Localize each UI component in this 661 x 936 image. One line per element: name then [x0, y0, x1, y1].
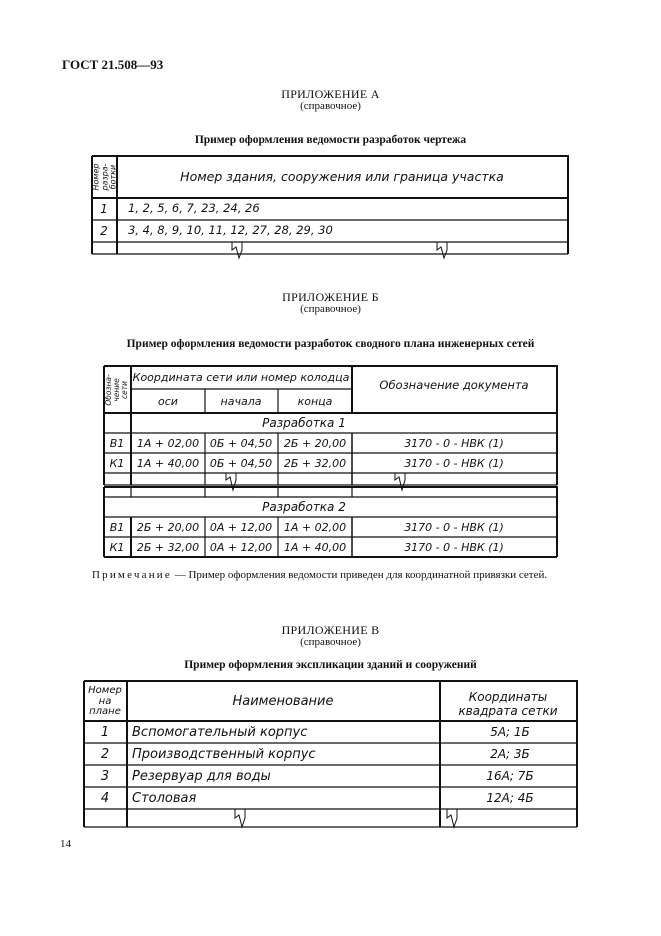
table-b-b2-row1-axis: 2Б + 20,00	[136, 521, 200, 534]
table-v-row3-name: Резервуар для воды	[132, 769, 271, 784]
table-b-b2-row2-document: 3170 - 0 - НВК (1)	[404, 541, 504, 554]
table-a-row2-number: 2	[100, 224, 108, 238]
table-b-header-network: Обозна- чение сети	[104, 374, 129, 406]
table-v-row4-coordinates: 12А; 4Б	[486, 791, 534, 805]
table-b-b1-row1-network: В1	[109, 437, 125, 450]
note-text: — Пример оформления ведомости приведен для координатной привязки сетей.	[171, 569, 548, 581]
table-v-row2-number: 2	[100, 747, 110, 762]
table-b-b1-row2-network: К1	[109, 457, 125, 470]
table-a-row1-number: 1	[100, 202, 108, 216]
table-a-row2-description: 3, 4, 8, 9, 10, 11, 12, 27, 28, 29, 30	[128, 223, 333, 237]
table-a-row1-description: 1, 2, 5, 6, 7, 23, 24, 26	[128, 201, 260, 215]
table-v-row1-number: 1	[100, 725, 110, 740]
table-b-b2-row2-start: 0А + 12,00	[209, 541, 273, 554]
table-b-b1-row1-start: 0Б + 04,50	[209, 437, 273, 450]
table-b-b2-row1-network: В1	[109, 521, 125, 534]
table-v-header-name: Наименование	[232, 694, 334, 709]
page-number: 14	[60, 838, 71, 850]
note-label: Примечание	[92, 569, 172, 581]
table-b-b1-row1-document: 3170 - 0 - НВК (1)	[404, 437, 504, 450]
appendix-b-title: ПРИЛОЖЕНИЕ Б	[282, 290, 379, 304]
appendix-b-subtitle: (справочное)	[300, 303, 361, 315]
table-a-header-description: Номер здания, сооружения или граница участка	[180, 169, 504, 184]
table-v-row4-name: Столовая	[132, 791, 197, 806]
appendix-a-heading: Пример оформления ведомости разработок чертежа	[194, 134, 467, 146]
table-b-b2-row2-end: 1А + 40,00	[283, 541, 347, 554]
table-v-header-number: Номер на плане	[88, 685, 122, 717]
table-v-row3-number: 3	[100, 769, 110, 784]
appendix-v-heading: Пример оформления экспликации зданий и сооружений	[184, 659, 477, 671]
table-b-header-axis: оси	[158, 395, 178, 408]
table-v-row4-number: 4	[100, 791, 110, 806]
table-b-b1-row2-document: 3170 - 0 - НВК (1)	[404, 457, 504, 470]
table-b-b2-row2-axis: 2Б + 32,00	[136, 541, 200, 554]
table-v-header-coordinates: Координаты квадрата сетки	[458, 690, 558, 718]
table-v-row3-coordinates: 16А; 7Б	[486, 769, 534, 783]
table-v-row2-coordinates: 2А; 3Б	[490, 747, 530, 761]
table-b-header-coordinate-group: Координата сети или номер колодца	[132, 371, 350, 384]
table-b-b2-row1-start: 0А + 12,00	[209, 521, 273, 534]
table-a-header-number: Номер разра- ботки	[91, 163, 118, 191]
table-b-b1-row1-axis: 1А + 02,00	[136, 437, 200, 450]
table-b-block2-label: Разработка 2	[262, 500, 346, 514]
table-b-b2-row2-network: К1	[109, 541, 125, 554]
table-v-row1-coordinates: 5А; 1Б	[490, 725, 530, 739]
appendix-a-title: ПРИЛОЖЕНИЕ А	[281, 87, 380, 101]
table-b-header-start: начала	[220, 395, 262, 408]
appendix-b-heading: Пример оформления ведомости разработок сводного плана инженерных сетей	[126, 338, 535, 350]
table-b-b1-row2-end: 2Б + 32,00	[283, 457, 347, 470]
appendix-a-subtitle: (справочное)	[300, 100, 361, 112]
table-b-header-end: конца	[297, 395, 333, 408]
appendix-v-subtitle: (справочное)	[300, 636, 361, 648]
table-b-b2-row1-document: 3170 - 0 - НВК (1)	[404, 521, 504, 534]
table-b-block1-label: Разработка 1	[262, 416, 346, 430]
table-b-b1-row2-start: 0Б + 04,50	[209, 457, 273, 470]
table-b-header-document: Обозначение документа	[379, 378, 529, 392]
appendix-v-title: ПРИЛОЖЕНИЕ В	[281, 623, 380, 637]
table-v-row1-name: Вспомогательный корпус	[132, 725, 308, 740]
table-b-b1-row1-end: 2Б + 20,00	[283, 437, 347, 450]
table-v-row2-name: Производственный корпус	[132, 747, 316, 762]
document-code: ГОСТ 21.508—93	[62, 57, 164, 72]
table-b-b2-row1-end: 1А + 02,00	[283, 521, 347, 534]
table-b-b1-row2-axis: 1А + 40,00	[136, 457, 200, 470]
